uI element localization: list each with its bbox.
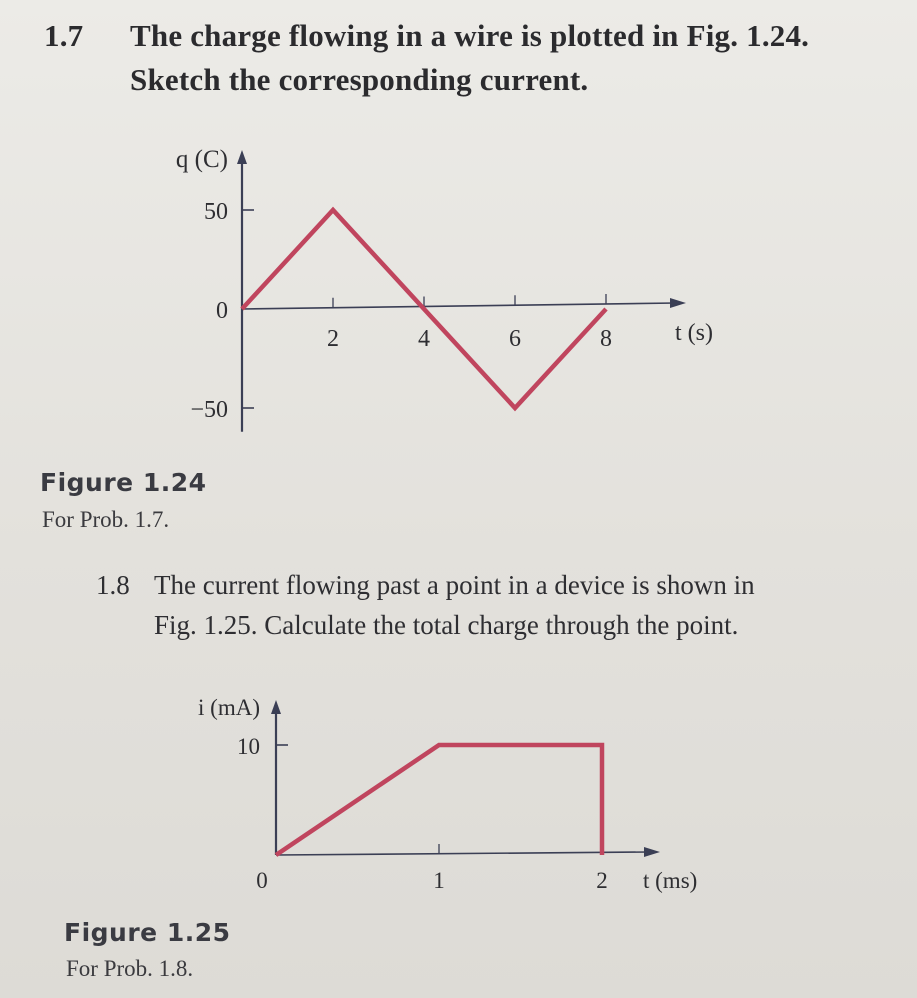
x-tick-label: 2 [596, 868, 608, 893]
y-tick-label: 10 [237, 734, 260, 759]
figure-1-25-subcaption: For Prob. 1.8. [66, 956, 194, 981]
figure-1-25-caption: Figure 1.25 [64, 918, 231, 947]
y-axis-label: q (C) [175, 146, 228, 173]
y-tick-label: 50 [204, 199, 228, 225]
problem-1-8-line1: The current flowing past a point in a device is shown in [154, 570, 755, 600]
problem-number-1-8: 1.8 [96, 570, 130, 600]
problem-1-7-line1: The charge flowing in a wire is plotted in Fig. 1.24. [130, 18, 810, 53]
x-axis-arrow [644, 847, 660, 857]
x-axis-label: t (s) [675, 320, 713, 346]
problem-number-1-7: 1.7 [44, 18, 84, 53]
y-axis-arrow [271, 700, 281, 714]
x-tick-label: 1 [433, 868, 445, 893]
x-tick-label: 4 [418, 326, 430, 352]
problem-1-8-line2: Fig. 1.25. Calculate the total charge through the point. [154, 610, 739, 640]
y-tick-label: 0 [216, 298, 228, 324]
x-tick-label: 8 [600, 326, 612, 352]
x-tick-label: 0 [256, 868, 268, 893]
problem-1-7-line2: Sketch the corresponding current. [130, 62, 589, 97]
x-tick-label: 6 [509, 326, 521, 352]
figure-1-24-caption: Figure 1.24 [40, 468, 207, 497]
x-axis [276, 852, 650, 855]
figure-1-24-subcaption: For Prob. 1.7. [42, 507, 170, 532]
x-tick-label: 2 [327, 326, 339, 352]
series-line-i [276, 745, 602, 855]
y-axis-label: i (mA) [198, 695, 260, 720]
x-axis-label: t (ms) [643, 868, 698, 893]
y-tick-label: −50 [190, 397, 228, 423]
